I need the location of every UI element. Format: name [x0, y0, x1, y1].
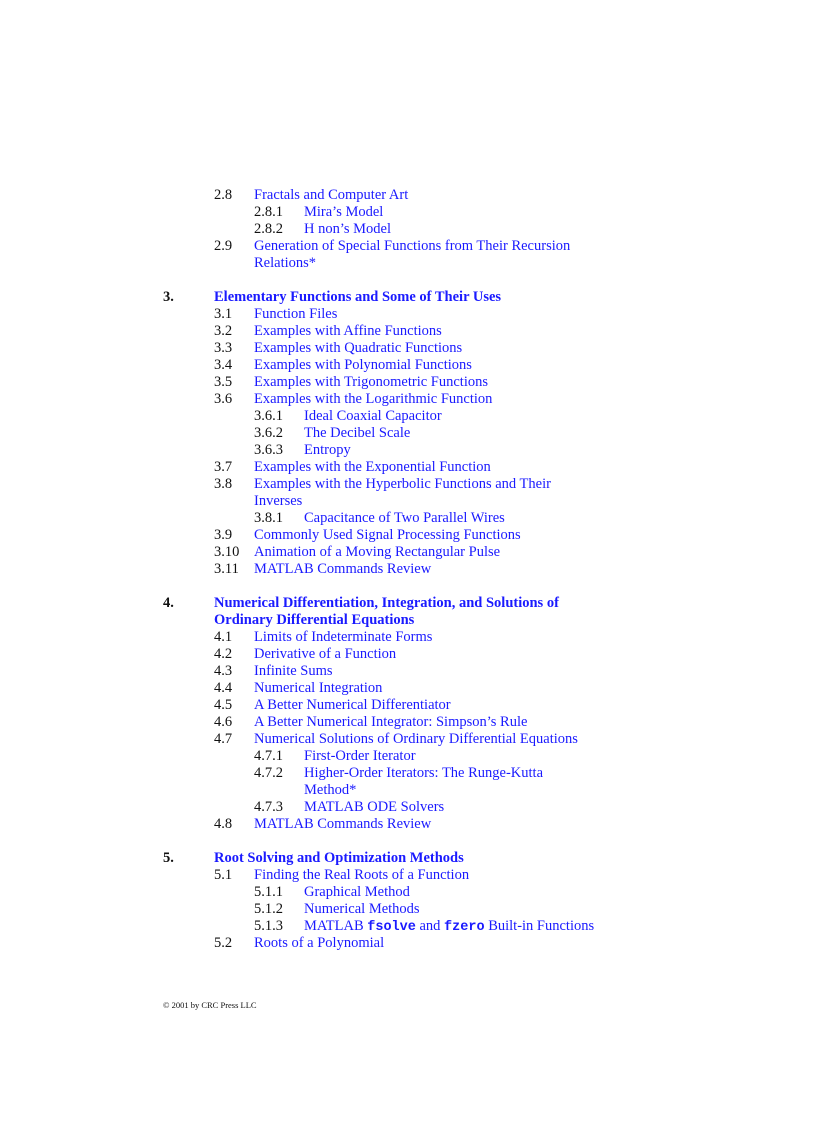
- section-number: 5.1: [214, 867, 233, 883]
- chapter-title[interactable]: Elementary Functions and Some of Their Uses: [214, 289, 502, 305]
- section-number: 3.7: [214, 459, 233, 475]
- section-number: 3.2: [214, 323, 233, 339]
- section-title[interactable]: A Better Numerical Integrator: Simpson’s Rule: [254, 714, 528, 730]
- subsection-number: 3.8.1: [254, 510, 283, 526]
- section-title[interactable]: Limits of Indeterminate Forms: [254, 629, 433, 645]
- subsection-number: 2.8.2: [254, 221, 283, 237]
- section-number: 3.8: [214, 476, 233, 492]
- section-title-continued[interactable]: Inverses: [254, 493, 303, 509]
- subsection-number: 2.8.1: [254, 204, 283, 220]
- section-number: 3.11: [214, 561, 239, 577]
- section-number: 4.8: [214, 816, 233, 832]
- subsection-number: 5.1.3: [254, 918, 283, 934]
- section-title-continued[interactable]: Relations*: [254, 255, 317, 271]
- subsection-title[interactable]: [304, 918, 594, 936]
- section-title[interactable]: A Better Numerical Differentiator: [254, 697, 451, 713]
- subsection-number: 4.7.3: [254, 799, 283, 815]
- subsection-number: 5.1.2: [254, 901, 283, 917]
- section-number: 4.4: [214, 680, 233, 696]
- section-title[interactable]: Finding the Real Roots of a Function: [254, 867, 470, 883]
- section-title[interactable]: Examples with Polynomial Functions: [254, 357, 472, 373]
- subsection-number: 4.7.1: [254, 748, 283, 764]
- chapter-title[interactable]: Root Solving and Optimization Methods: [214, 850, 464, 866]
- chapter-title[interactable]: Numerical Differentiation, Integration, and Solutions of: [214, 595, 559, 611]
- section-number: 2.9: [214, 238, 233, 254]
- section-title[interactable]: Numerical Solutions of Ordinary Differential Equations: [254, 731, 578, 747]
- section-number: 4.3: [214, 663, 233, 679]
- title-text: MATLAB: [304, 918, 368, 934]
- section-title[interactable]: Examples with the Logarithmic Function: [254, 391, 493, 407]
- section-number: 4.5: [214, 697, 233, 713]
- section-title[interactable]: MATLAB Commands Review: [254, 561, 432, 577]
- subsection-title[interactable]: Numerical Methods: [304, 901, 420, 917]
- subsection-title[interactable]: H non’s Model: [304, 221, 391, 237]
- section-title[interactable]: MATLAB Commands Review: [254, 816, 432, 832]
- section-title[interactable]: Examples with the Exponential Function: [254, 459, 491, 475]
- section-title[interactable]: Commonly Used Signal Processing Functions: [254, 527, 521, 543]
- section-number: 3.3: [214, 340, 233, 356]
- subsection-title[interactable]: Higher-Order Iterators: The Runge-Kutta: [304, 765, 544, 781]
- chapter-number: 3.: [163, 289, 174, 305]
- section-number: 4.1: [214, 629, 233, 645]
- subsection-number: 3.6.2: [254, 425, 283, 441]
- section-number: 3.9: [214, 527, 233, 543]
- code-fzero: fzero: [444, 920, 485, 935]
- section-title[interactable]: Generation of Special Functions from Their Recursion: [254, 238, 571, 254]
- section-number: 3.4: [214, 357, 233, 373]
- chapter-number: 4.: [163, 595, 174, 611]
- title-text: Built-in Functions: [484, 918, 595, 934]
- chapter-number: 5.: [163, 850, 174, 866]
- section-title[interactable]: Function Files: [254, 306, 338, 322]
- subsection-title[interactable]: Ideal Coaxial Capacitor: [304, 408, 442, 424]
- subsection-number: 3.6.3: [254, 442, 283, 458]
- section-title[interactable]: Examples with Quadratic Functions: [254, 340, 463, 356]
- section-title[interactable]: Examples with Affine Functions: [254, 323, 442, 339]
- title-text: and: [415, 918, 445, 934]
- section-number: 5.2: [214, 935, 233, 951]
- copyright-footer: © 2001 by CRC Press LLC: [163, 1000, 257, 1010]
- subsection-title[interactable]: Entropy: [304, 442, 351, 458]
- section-title[interactable]: Derivative of a Function: [254, 646, 397, 662]
- subsection-title[interactable]: First-Order Iterator: [304, 748, 416, 764]
- section-number: 3.10: [214, 544, 240, 560]
- section-number: 4.7: [214, 731, 233, 747]
- section-title[interactable]: Roots of a Polynomial: [254, 935, 385, 951]
- chapter-title-continued[interactable]: Ordinary Differential Equations: [214, 612, 415, 628]
- subsection-title[interactable]: The Decibel Scale: [304, 425, 411, 441]
- section-number: 4.2: [214, 646, 233, 662]
- section-number: 4.6: [214, 714, 233, 730]
- code-fsolve: fsolve: [367, 920, 416, 935]
- section-title[interactable]: Numerical Integration: [254, 680, 383, 696]
- section-title[interactable]: Examples with the Hyperbolic Functions and Their: [254, 476, 551, 492]
- section-number: 3.1: [214, 306, 233, 322]
- subsection-number: 3.6.1: [254, 408, 283, 424]
- section-title[interactable]: Examples with Trigonometric Functions: [254, 374, 489, 390]
- subsection-title[interactable]: Mira’s Model: [304, 204, 384, 220]
- subsection-number: 4.7.2: [254, 765, 283, 781]
- section-title[interactable]: Animation of a Moving Rectangular Pulse: [254, 544, 501, 560]
- subsection-number: 5.1.1: [254, 884, 283, 900]
- subsection-title[interactable]: Capacitance of Two Parallel Wires: [304, 510, 505, 526]
- subsection-title[interactable]: Graphical Method: [304, 884, 410, 900]
- subsection-title-continued[interactable]: Method*: [304, 782, 357, 798]
- section-title[interactable]: Fractals and Computer Art: [254, 187, 409, 203]
- section-number: 2.8: [214, 187, 233, 203]
- section-number: 3.6: [214, 391, 233, 407]
- subsection-title[interactable]: MATLAB ODE Solvers: [304, 799, 445, 815]
- section-title[interactable]: Infinite Sums: [254, 663, 333, 679]
- section-number: 3.5: [214, 374, 233, 390]
